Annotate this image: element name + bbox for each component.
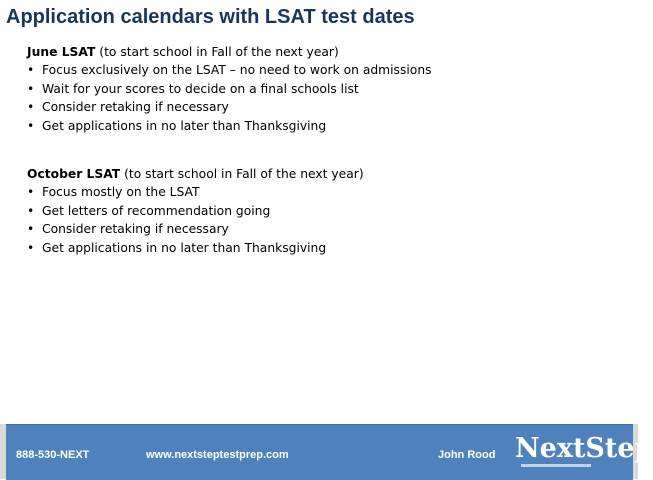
bullet-icon: • bbox=[27, 203, 35, 218]
bullet-list bbox=[27, 61, 432, 135]
list-item-text: Consider retaking if necessary bbox=[42, 222, 229, 236]
section-heading-rest: (to start school in Fall of the next year) bbox=[120, 167, 364, 181]
list-item-text: Focus mostly on the LSAT bbox=[42, 185, 200, 199]
nextstep-logo bbox=[515, 433, 653, 475]
section-heading bbox=[27, 165, 364, 183]
bullet-icon: • bbox=[27, 118, 35, 133]
list-item-text: Get applications in no later than Thanksgiving bbox=[42, 118, 327, 133]
list-item-text: Get applications in no later than Thanksgiving bbox=[42, 240, 327, 255]
slide-title: Application calendars with LSAT test dates bbox=[6, 6, 415, 28]
june-lsat-section bbox=[27, 43, 432, 135]
bullet-icon: • bbox=[27, 185, 35, 199]
list-item-text: Focus exclusively on the LSAT – no need to work on admissions bbox=[42, 63, 432, 77]
logo-wordmark: NextStep bbox=[515, 433, 653, 464]
footer-url[interactable]: www.nextsteptestprep.com bbox=[146, 449, 289, 461]
list-item bbox=[27, 183, 364, 202]
section-heading-bold: June LSAT bbox=[27, 45, 96, 59]
bullet-list bbox=[27, 183, 364, 257]
list-item-text: Consider retaking if necessary bbox=[42, 100, 229, 114]
bullet-icon: • bbox=[27, 63, 35, 77]
list-item bbox=[27, 202, 364, 221]
bullet-icon: • bbox=[27, 240, 35, 255]
bullet-icon: • bbox=[27, 222, 35, 236]
list-item bbox=[27, 98, 432, 117]
footer bbox=[0, 424, 653, 479]
bullet-icon: • bbox=[27, 81, 35, 96]
list-item bbox=[27, 61, 432, 80]
footer-bar bbox=[6, 424, 653, 480]
list-item-text: Wait for your scores to decide on a final schools list bbox=[42, 81, 359, 96]
footer-author: John Rood bbox=[438, 449, 496, 461]
list-item-text: Get letters of recommendation going bbox=[42, 203, 271, 218]
section-heading bbox=[27, 43, 432, 61]
list-item bbox=[27, 117, 432, 136]
section-heading-bold: October LSAT bbox=[27, 167, 121, 181]
footer-phone: 888-530-NEXT bbox=[16, 449, 90, 461]
october-lsat-section bbox=[27, 165, 364, 257]
list-item bbox=[27, 80, 432, 99]
section-heading-rest: (to start school in Fall of the next year) bbox=[95, 45, 339, 59]
bullet-icon: • bbox=[27, 100, 35, 114]
list-item bbox=[27, 220, 364, 239]
list-item bbox=[27, 239, 364, 258]
logo-tagline-mark bbox=[521, 464, 591, 467]
